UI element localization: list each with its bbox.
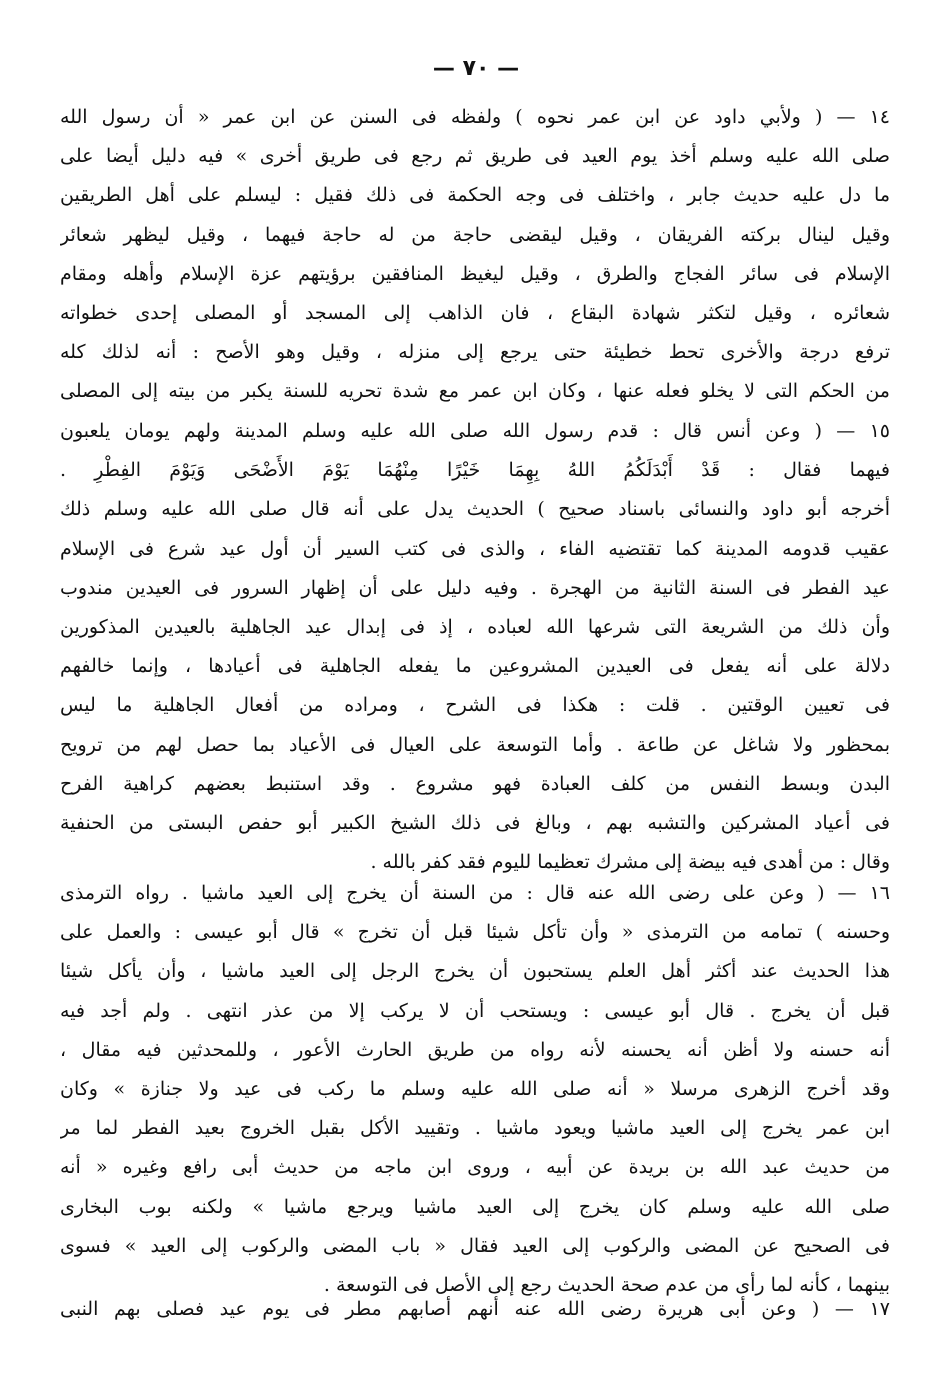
text-line: عقيب قدومه المدينة كما تقتضيه الفاء ، والذى فى كتب السير أن أول عيد شرع فى الإسلام: [60, 537, 890, 560]
text-line: ما دل عليه حديث جابر ، واختلف فى وجه الحكمة فى ذلك فقيل : ليسلم على أهل الطريقين: [60, 184, 890, 207]
text-line: فيهما فقال : قَدْ أَبْدَلَكُمُ اللهُ بِهِمَا خَيْرًا مِنْهُمَا يَوْمَ الأَضْحَى وَيَوْمَ الفِطْرِ .: [60, 459, 890, 482]
text-line: بمحظور ولا شاغل عن طاعة . وأما التوسعة على العيال فى الأعياد بما حصل لهم من ترويح: [60, 733, 890, 756]
text-line: وقال : من أهدى فيه بيضة إلى مشرك تعظيما لليوم فقد كفر بالله .: [370, 851, 890, 874]
text-line: صلى الله عليه وسلم كان يخرج إلى العيد ماشيا ويرجع ماشيا » ولكنه بوب البخارى: [60, 1195, 890, 1218]
page-number: — ٧٠ —: [432, 56, 520, 81]
text-line: فى تعيين الوقتين . قلت : هكذا فى الشرح ، ومراده من أفعال الجاهلية ما ليس: [60, 694, 890, 717]
text-line: عيد الفطر فى السنة الثانية من الهجرة . وفيه دليل على أن إظهار السرور فى العيدين مندوب: [60, 576, 890, 599]
paragraph-17: [60, 1290, 890, 1329]
paragraph-16: [60, 874, 890, 1305]
text-line: من الحكم التى لا يخلو فعله عنها ، وكان ابن عمر مع شدة تحريه للسنة يكبر من بيته إلى المصلى: [60, 380, 890, 403]
text-line: بينهما ، كأنه لما رأى من عدم صحة الحديث رجع إلى الأصل فى التوسعة .: [323, 1273, 890, 1296]
text-line: ١٦ — ( وعن على رضى الله عنه قال : من السنة أن يخرج إلى العيد ماشيا . رواه الترمذى: [60, 882, 890, 904]
text-line: الإسلام فى سائر الفجاج والطرق ، وقيل ليغيظ المنافقين برؤيتهم عزة الإسلام وأهله ومقام: [60, 262, 890, 285]
text-line: صلى الله عليه وسلم أخذ يوم العيد فى طريق ثم رجع فى طريق أخرى » فيه دليل أيضا على: [60, 145, 890, 168]
text-line: ترفع درجة والأخرى تحط خطيئة حتى يرجع إلى منزله ، وقيل وهو الأصح : أنه لذلك كله: [60, 341, 890, 364]
text-line: البدن وبسط النفس من كلف العبادة فهو مشروع . وقد استنبط بعضهم كراهية الفرح: [60, 772, 890, 795]
text-line: أنه حسنه ولا أظن أنه يحسنه لأنه رواه من طريق الحارث الأعور ، وللمحدثين فيه مقال ،: [60, 1038, 890, 1061]
text-line: فى الصحيح عن المضى والركوب إلى العيد فقال « باب المضى والركوب إلى العيد » فسوى: [60, 1234, 890, 1257]
text-line: وحسنه ) تمامه من الترمذى « وأن تأكل شيئا قبل أن تخرج » قال أبو عيسى : والعمل على: [60, 921, 890, 944]
text-line: وقيل لينال بركته الفريقان ، وقيل ليقضى حاجة من له حاجة فيهما ، وقيل ليظهر شعائر: [60, 223, 890, 246]
text-line: ١٧ — ( وعن أبى هريرة رضى الله عنه أنهم أصابهم مطر فى يوم عيد فصلى بهم النبى: [60, 1298, 890, 1320]
text-line: ابن عمر يخرج إلى العيد ماشيا ويعود ماشيا . وتقييد الأكل بقبل الخروج بعيد الفطر لما مر: [60, 1117, 890, 1140]
text-line: قبل أن يخرج . قال أبو عيسى : ويستحب أن لا يركب إلا من عذر انتهى . ولم أجد فيه: [60, 999, 890, 1022]
text-line: وأن ذلك من الشريعة التى شرعها الله لعباده ، إذ فى إبدال عيد الجاهلية بالعيدين المذكورين: [60, 615, 890, 638]
text-line: أخرجه أبو داود والنسائى باسناد صحيح ) الحديث يدل على أنه قال صلى الله عليه وسلم ذلك: [60, 498, 890, 521]
text-line: فى أعياد المشركين والتشبه بهم ، وبالغ فى ذلك الشيخ الكبير أبو حفص البستى من الحنفية: [60, 811, 890, 834]
paragraph-14: [60, 98, 890, 412]
text-line: هذا الحديث عند أكثر أهل العلم يستحبون أن يخرج الرجل إلى العيد ماشيا ، وأن يأكل شيئا: [60, 960, 890, 983]
text-line: ١٥ — ( وعن أنس قال : قدم رسول الله صلى الله عليه وسلم المدينة ولهم يومان يلعبون: [60, 420, 890, 442]
text-line: شعائره ، وقيل لتكثر شهادة البقاع ، فان الذاهب إلى المسجد أو المصلى إحدى خطواته: [60, 301, 890, 324]
paragraph-15: [60, 412, 890, 882]
text-line: دلالة على أنه يفعل فى العيدين المشروعين ما يفعله الجاهلية فى أعيادها ، وإنما خالفهم: [60, 655, 890, 678]
text-line: ١٤ — ( ولأبي داود عن ابن عمر نحوه ) ولفظه فى السنن عن ابن عمر « أن رسول الله: [60, 106, 890, 128]
text-line: وقد أخرج الزهرى مرسلا « أنه صلى الله عليه وسلم ما ركب فى عيد ولا جنازة » وكان: [60, 1077, 890, 1100]
text-line: من حديث عبد الله بن بريدة عن أبيه ، وروى ابن ماجه من حديث أبى رافع وغيره « أنه: [60, 1156, 890, 1179]
